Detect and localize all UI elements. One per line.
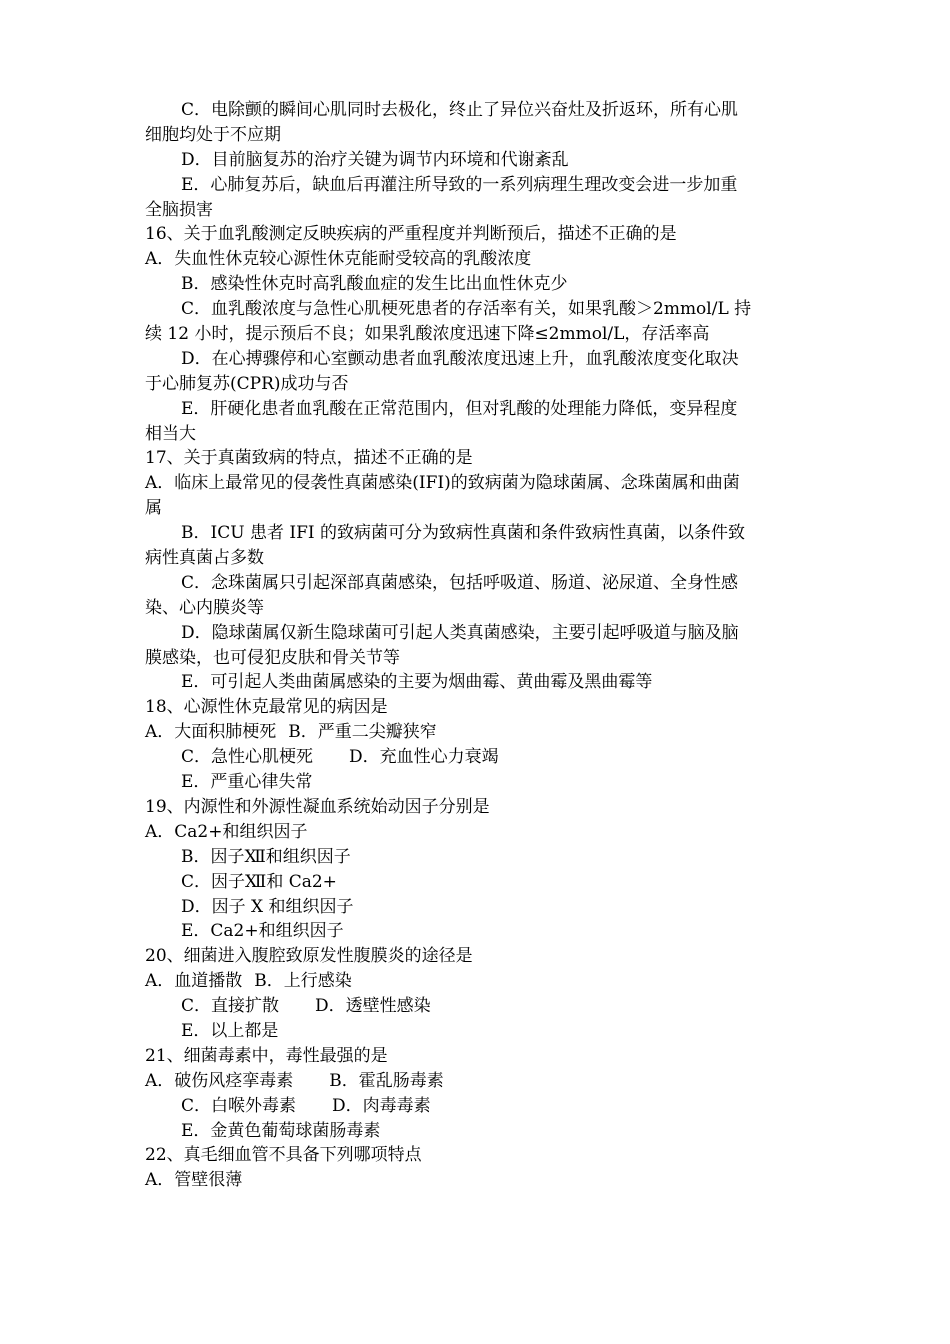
line-text: 于心肺复苏(CPR)成功与否 xyxy=(145,373,349,394)
line-text: E．可引起人类曲菌属感染的主要为烟曲霉、黄曲霉及黑曲霉等 xyxy=(181,672,653,693)
text-line xyxy=(145,347,810,372)
text-line xyxy=(145,919,810,944)
line-text-second-option: B．霍乱肠毒素 xyxy=(329,1070,444,1091)
line-text: E．金黄色葡萄球菌肠毒素 xyxy=(181,1120,381,1141)
line-text: 20、细菌进入腹腔致原发性腹膜炎的途径是 xyxy=(145,946,473,967)
text-line xyxy=(145,571,810,596)
line-text: A．破伤风痉挛毒素 xyxy=(145,1070,294,1091)
text-line xyxy=(145,496,810,521)
text-line xyxy=(145,422,810,447)
line-text: A．失血性休克较心源性休克能耐受较高的乳酸浓度 xyxy=(145,249,532,270)
text-line xyxy=(145,222,810,247)
text-line xyxy=(145,969,810,994)
text-line xyxy=(145,944,810,969)
line-text: B．ICU 患者 IFI 的致病菌可分为致病性真菌和条件致病性真菌，以条件致 xyxy=(181,523,745,544)
text-line xyxy=(145,695,810,720)
text-line xyxy=(145,322,810,347)
line-text: 19、内源性和外源性凝血系统始动因子分别是 xyxy=(145,796,490,817)
line-text: D．因子 X 和组织因子 xyxy=(181,896,354,917)
text-line xyxy=(145,1143,810,1168)
line-text: A．管壁很薄 xyxy=(145,1170,243,1191)
line-text: B．因子Ⅻ和组织因子 xyxy=(181,846,351,867)
text-line xyxy=(145,895,810,920)
line-text: D．隐球菌属仅新生隐球菌可引起人类真菌感染，主要引起呼吸道与脑及脑 xyxy=(181,622,739,643)
text-line xyxy=(145,1094,810,1119)
text-line xyxy=(145,820,810,845)
line-text: E．严重心律失常 xyxy=(181,772,313,793)
line-text: E．以上都是 xyxy=(181,1020,279,1041)
line-text: C．念珠菌属只引起深部真菌感染，包括呼吸道、肠道、泌尿道、全身性感 xyxy=(181,572,739,593)
text-line xyxy=(145,621,810,646)
line-text: 17、关于真菌致病的特点，描述不正确的是 xyxy=(145,448,473,469)
line-text: 属 xyxy=(145,498,162,519)
text-line xyxy=(145,297,810,322)
text-line xyxy=(145,870,810,895)
text-line xyxy=(145,1019,810,1044)
line-text-second-option: B．上行感染 xyxy=(254,971,352,992)
text-line xyxy=(145,720,810,745)
line-text: 细胞均处于不应期 xyxy=(145,124,281,145)
line-text: B．感染性休克时高乳酸血症的发生比出血性休克少 xyxy=(181,274,568,295)
line-text: 染、心内膜炎等 xyxy=(145,597,264,618)
text-line xyxy=(145,845,810,870)
text-line xyxy=(145,770,810,795)
text-line xyxy=(145,745,810,770)
line-text-second-option: D．充血性心力衰竭 xyxy=(349,747,499,768)
line-text: 续 12 小时，提示预后不良；如果乳酸浓度迅速下降≤2mmol/L，存活率高 xyxy=(145,324,710,345)
line-text: D．在心搏骤停和心室颤动患者血乳酸浓度迅速上升，血乳酸浓度变化取决 xyxy=(181,348,739,369)
text-line xyxy=(145,247,810,272)
text-line xyxy=(145,123,810,148)
text-line xyxy=(145,272,810,297)
line-text: A．Ca2+和组织因子 xyxy=(145,821,308,842)
text-line xyxy=(145,1168,810,1193)
line-text: A．血道播散 xyxy=(145,971,243,992)
line-text: 病性真菌占多数 xyxy=(145,548,264,569)
text-line xyxy=(145,1069,810,1094)
line-text: 全脑损害 xyxy=(145,199,213,220)
text-line xyxy=(145,521,810,546)
line-text: C．电除颤的瞬间心肌同时去极化，终止了异位兴奋灶及折返环，所有心肌 xyxy=(181,100,739,120)
line-text: A．大面积肺梗死 xyxy=(145,722,277,743)
text-line xyxy=(145,795,810,820)
line-text: 膜感染，也可侵犯皮肤和骨关节等 xyxy=(145,647,400,668)
line-text: A．临床上最常见的侵袭性真菌感染(IFI)的致病菌为隐球菌属、念珠菌属和曲菌 xyxy=(145,473,740,494)
text-line xyxy=(145,173,810,198)
line-text: 21、细菌毒素中，毒性最强的是 xyxy=(145,1045,388,1066)
line-text: 16、关于血乳酸测定反映疾病的严重程度并判断预后，描述不正确的是 xyxy=(145,224,677,245)
text-line xyxy=(145,546,810,571)
line-text: E．Ca2+和组织因子 xyxy=(181,921,344,942)
line-text: 18、心源性休克最常见的病因是 xyxy=(145,697,388,718)
line-text: 22、真毛细血管不具备下列哪项特点 xyxy=(145,1145,422,1166)
line-text: E．肝硬化患者血乳酸在正常范围内，但对乳酸的处理能力降低，变异程度 xyxy=(181,398,738,419)
line-text-second-option: D．肉毒毒素 xyxy=(332,1095,431,1116)
line-text: C．因子Ⅻ和 Ca2+ xyxy=(181,871,337,892)
text-line xyxy=(145,670,810,695)
text-line xyxy=(145,1044,810,1069)
line-text-second-option: D．透壁性感染 xyxy=(315,996,431,1017)
text-line xyxy=(145,994,810,1019)
line-text: C．直接扩散 xyxy=(181,996,280,1017)
text-line xyxy=(145,148,810,173)
line-text-second-option: B．严重二尖瓣狭窄 xyxy=(288,722,437,743)
line-text: 相当大 xyxy=(145,423,196,444)
line-text: C．血乳酸浓度与急性心肌梗死患者的存活率有关，如果乳酸＞2mmol/L 持 xyxy=(181,299,752,320)
line-text: D．目前脑复苏的治疗关键为调节内环境和代谢紊乱 xyxy=(181,149,569,170)
text-line xyxy=(145,471,810,496)
document-body xyxy=(145,98,810,1193)
text-line xyxy=(145,596,810,621)
text-line xyxy=(145,198,810,223)
text-line xyxy=(145,98,810,123)
text-line xyxy=(145,1119,810,1144)
text-line xyxy=(145,372,810,397)
text-line xyxy=(145,646,810,671)
line-text: C．急性心肌梗死 xyxy=(181,747,314,768)
text-line xyxy=(145,446,810,471)
text-line xyxy=(145,397,810,422)
line-text: C．白喉外毒素 xyxy=(181,1095,297,1116)
line-text: E．心肺复苏后，缺血后再灌注所导致的一系列病理生理改变会进一步加重 xyxy=(181,174,738,195)
